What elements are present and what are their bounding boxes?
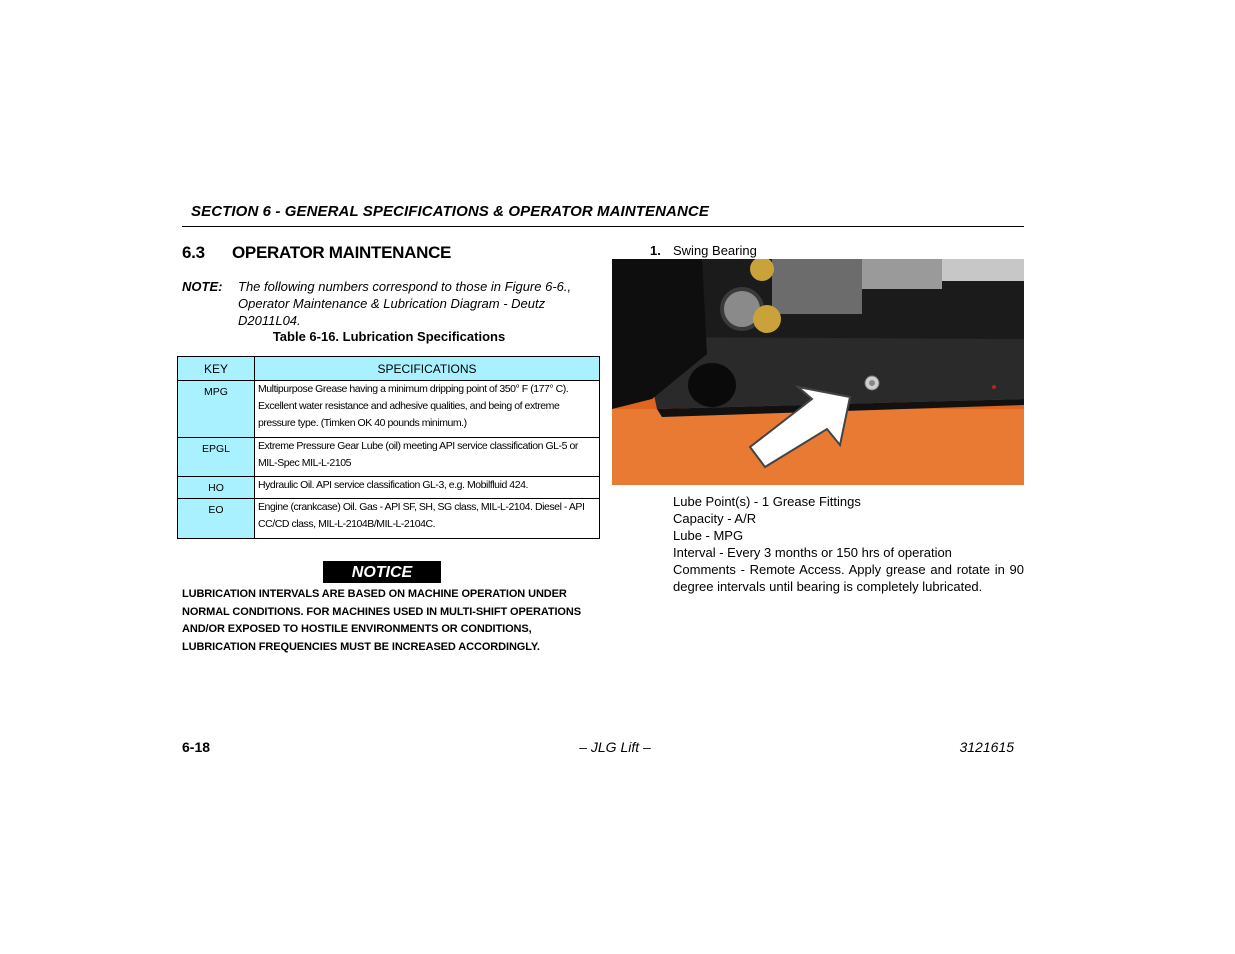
section-title [182, 243, 451, 263]
row-spec: Hydraulic Oil. API service classification GL-3, e.g. Mobilfluid 424. [255, 477, 600, 499]
lube-points: Lube Point(s) - 1 Grease Fittings [673, 494, 861, 509]
column-header-specifications: SPECIFICATIONS [255, 357, 600, 381]
note-text: The following numbers correspond to those in Figure 6-6., Operator Maintenance & Lubrication Diagram - Deutz D2011L04. [238, 279, 572, 328]
notice-text: LUBRICATION INTERVALS ARE BASED ON MACHINE OPERATION UNDER NORMAL CONDITIONS. FOR MACHINES USED IN MULTI-SHIFT OPERATIONS AND/OR EXPOSED TO HOSTILE ENVIRONMENTS OR CONDITIONS, LUBRICATION FREQUENCIES MUST BE INCREASED ACCORDINGLY. [182, 588, 581, 653]
capacity: Capacity - A/R [673, 511, 757, 526]
table-title: Table 6-16. Lubrication Specifications [272, 329, 506, 344]
column-header-key: KEY [178, 357, 255, 381]
section-heading: OPERATOR MAINTENANCE [232, 243, 452, 262]
lubrication-table [177, 356, 600, 539]
header-rule [182, 226, 1024, 227]
section-header: SECTION 6 - GENERAL SPECIFICATIONS & OPERATOR MAINTENANCE [191, 203, 709, 220]
comments: Comments - Remote Access. Apply grease and rotate in 90 degree intervals until bearing is completely lubricated. [673, 562, 1024, 594]
row-key: MPG [178, 381, 255, 438]
swing-bearing-photo [612, 259, 1024, 485]
note-label: NOTE: [182, 279, 223, 294]
lube-type: Lube - MPG [673, 528, 744, 543]
item-number: 1. [650, 243, 661, 258]
table-row [178, 477, 600, 499]
row-spec: Multipurpose Grease having a minimum dripping point of 350° F (177° C). Excellent water resistance and adhesive qualities, and being of extreme pressure type. (Timken OK 40 pounds minimum.) [255, 381, 600, 438]
interval: Interval - Every 3 months or 150 hrs of operation [673, 545, 952, 560]
page-number: 6-18 [182, 739, 211, 755]
row-key: HO [178, 477, 255, 499]
footer-brand: – JLG Lift – [579, 739, 651, 755]
table-row [178, 499, 600, 539]
table-row [178, 438, 600, 477]
row-spec: Engine (crankcase) Oil. Gas - API SF, SH, SG class, MIL-L-2104. Diesel - API CC/CD class, MIL-L-2104B/MIL-L-2104C. [255, 499, 600, 539]
table-header-row [178, 357, 600, 381]
row-spec: Extreme Pressure Gear Lube (oil) meeting API service classification GL-5 or MIL-Spec MIL-L-2105 [255, 438, 600, 477]
section-number: 6.3 [182, 243, 205, 262]
item-details [673, 493, 1024, 595]
table-row [178, 381, 600, 438]
row-key: EPGL [178, 438, 255, 477]
row-key: EO [178, 499, 255, 539]
notice-label: NOTICE [323, 561, 441, 583]
document-number: 3121615 [959, 739, 1014, 755]
item-title: Swing Bearing [673, 243, 757, 258]
